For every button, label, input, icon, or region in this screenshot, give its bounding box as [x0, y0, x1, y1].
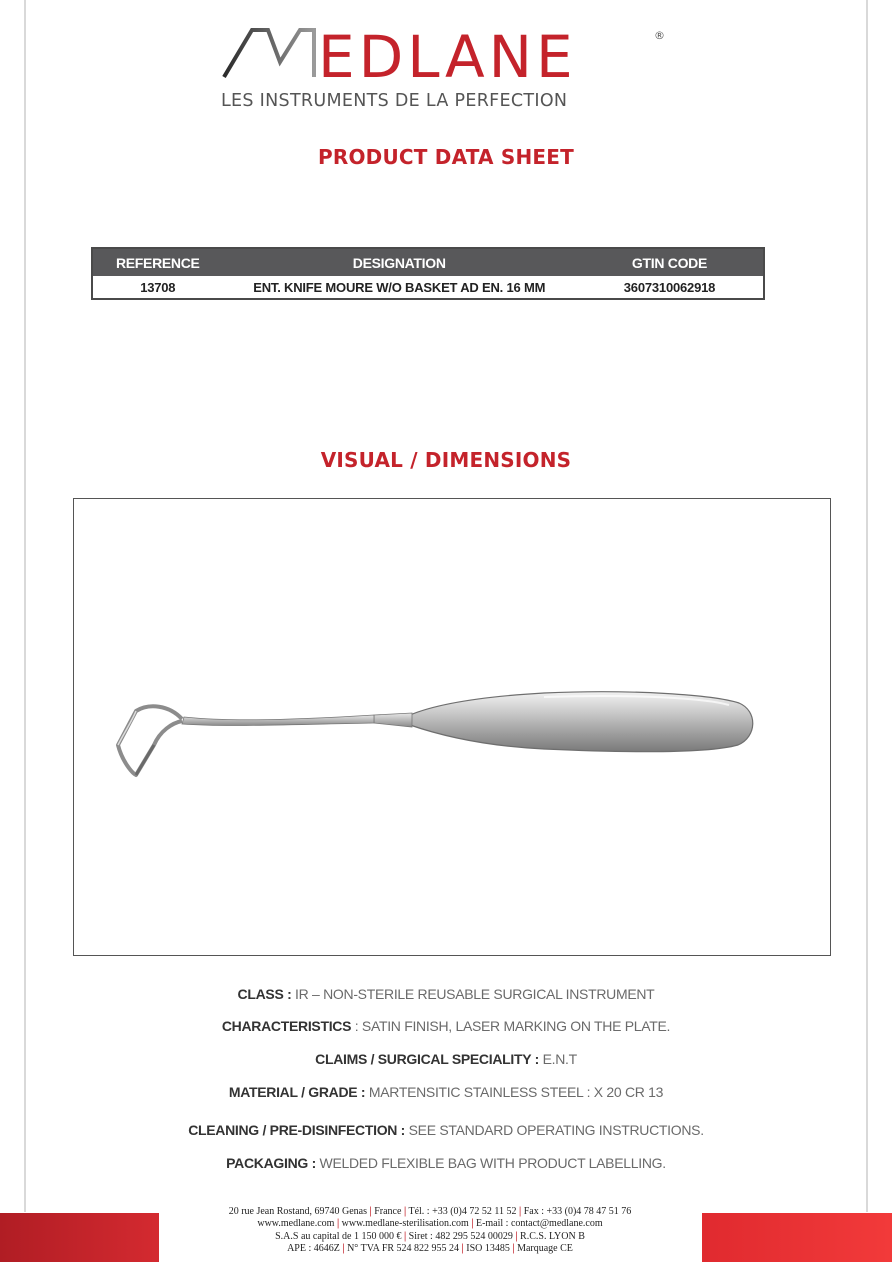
cell-gtin-code: 3607310062918	[623, 279, 716, 295]
footer-phone: Tél. : +33 (0)4 72 52 11 52	[408, 1206, 517, 1217]
spec-cleaning-value: SEE STANDARD OPERATING INSTRUCTIONS.	[405, 1122, 704, 1138]
spec-claims-key: CLAIMS / SURGICAL SPECIALITY :	[315, 1051, 539, 1067]
spec-material-key: MATERIAL / GRADE :	[228, 1084, 366, 1100]
footer-capital: S.A.S au capital de 1 150 000 €	[275, 1230, 402, 1242]
registered-mark: ®	[654, 29, 665, 42]
footer-line-4: APE : 4646Z | N° TVA FR 524 822 955 24 | ISO 13485 | Marquage CE	[287, 1243, 573, 1255]
footer-country: France	[374, 1206, 402, 1217]
table-header-row	[92, 248, 764, 276]
spec-cleaning	[0, 1122, 892, 1138]
header-reference: REFERENCE	[92, 248, 223, 276]
spec-claims	[0, 1051, 892, 1067]
footer-vat: N° TVA FR 524 822 955 24	[347, 1243, 460, 1255]
footer-email[interactable]: E-mail : contact@medlane.com	[475, 1218, 603, 1230]
spec-claims-value: E.N.T	[538, 1051, 577, 1067]
surgical-instrument-photo	[74, 499, 830, 955]
footer-bar-right	[702, 1213, 892, 1262]
product-image-frame	[73, 498, 831, 956]
reference-table	[91, 247, 765, 300]
spec-class-value: IR – NON-STERILE REUSABLE SURGICAL INSTRUMENT	[291, 986, 655, 1002]
footer-bar-left	[0, 1213, 159, 1262]
cell-designation: ENT. KNIFE MOURE W/O BASKET AD EN. 16 MM	[253, 279, 546, 295]
footer-ape: APE : 4646Z	[287, 1243, 340, 1255]
footer-ce-marking: Marquage CE	[517, 1243, 573, 1255]
spec-packaging-key: PACKAGING :	[226, 1155, 316, 1171]
footer-website[interactable]: www.medlane.com	[257, 1218, 335, 1230]
footer-siret: Siret : 482 295 524 00029	[408, 1230, 513, 1242]
footer-rcs: R.C.S. LYON B	[520, 1230, 585, 1242]
company-footer	[180, 1206, 680, 1256]
spec-packaging-value: WELDED FLEXIBLE BAG WITH PRODUCT LABELLING.	[315, 1155, 666, 1171]
footer-line-3: S.A.S au capital de 1 150 000 € | Siret : 482 295 524 00029 | R.C.S. LYON B	[275, 1230, 585, 1242]
footer-website-sterilisation[interactable]: www.medlane-sterilisation.com	[341, 1218, 469, 1230]
visual-dimensions-title: VISUAL / DIMENSIONS	[320, 448, 572, 472]
spec-material	[0, 1084, 892, 1100]
spec-cleaning-key: CLEANING / PRE-DISINFECTION :	[188, 1122, 406, 1138]
cell-reference: 13708	[140, 279, 176, 295]
footer-fax: Fax : +33 (0)4 78 47 51 76	[523, 1206, 632, 1217]
header-designation: DESIGNATION	[223, 248, 576, 276]
spec-characteristics	[0, 1018, 892, 1034]
spec-characteristics-value: : SATIN FINISH, LASER MARKING ON THE PLATE.	[351, 1018, 671, 1034]
table-row	[92, 276, 764, 299]
footer-line-2: www.medlane.com | www.medlane-sterilisation.com | E-mail : contact@medlane.com	[257, 1218, 603, 1230]
spec-characteristics-key: CHARACTERISTICS	[221, 1018, 352, 1034]
spec-material-value: MARTENSITIC STAINLESS STEEL : X 20 CR 13	[365, 1084, 664, 1100]
spec-packaging	[0, 1155, 892, 1171]
brand-tagline: LES INSTRUMENTS DE LA PERFECTION	[221, 91, 568, 111]
logo-wordmark	[222, 22, 672, 92]
footer-address: 20 rue Jean Rostand, 69740 Genas	[228, 1206, 368, 1217]
spec-class-key: CLASS :	[237, 986, 292, 1002]
footer-iso: ISO 13485	[466, 1243, 510, 1255]
header-gtin-code: GTIN CODE	[576, 248, 764, 276]
product-data-sheet-title: PRODUCT DATA SHEET	[318, 145, 574, 169]
footer-line-1: 20 rue Jean Rostand, 69740 Genas | France | Tél. : +33 (0)4 72 52 11 52 | Fax : +33 (0)4 78 47 51 76	[228, 1206, 632, 1217]
logo-wordmark-text: EDLANE	[318, 23, 577, 91]
spec-class	[0, 986, 892, 1002]
